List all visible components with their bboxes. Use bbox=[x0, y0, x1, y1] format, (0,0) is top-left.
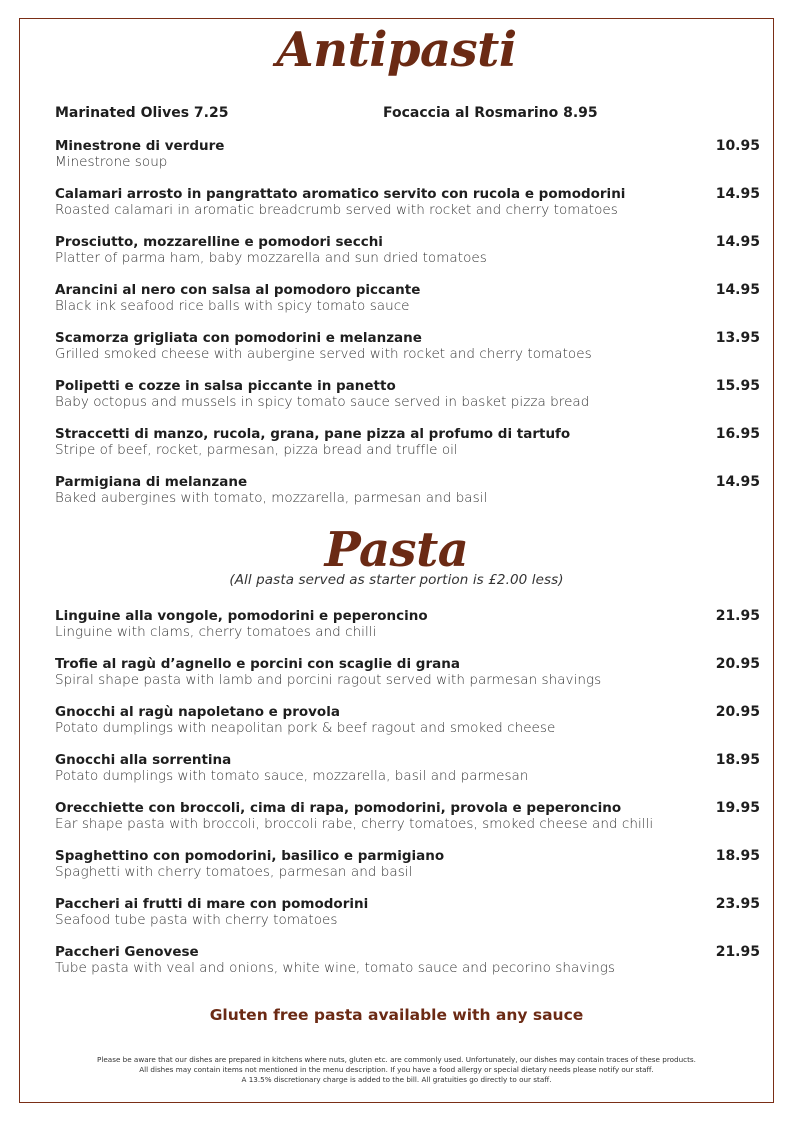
menu-item bbox=[55, 608, 760, 656]
item-description: Grilled smoked cheese with aubergine served with rocket and cherry tomatoes bbox=[55, 346, 592, 362]
item-price: 18.95 bbox=[715, 848, 760, 864]
item-description: Potato dumplings with neapolitan pork & beef ragout and smoked cheese bbox=[55, 720, 556, 736]
item-description: Spiral shape pasta with lamb and porcini ragout served with parmesan shavings bbox=[55, 672, 602, 688]
item-name: Gnocchi al ragù napoletano e provola bbox=[55, 704, 340, 720]
menu-item bbox=[55, 704, 760, 752]
item-price: 14.95 bbox=[715, 474, 760, 490]
item-price: 14.95 bbox=[715, 186, 760, 202]
pasta-title: Pasta bbox=[324, 522, 469, 578]
item-name: Prosciutto, mozzarelline e pomodori secchi bbox=[55, 234, 383, 250]
item-price: 16.95 bbox=[715, 426, 760, 442]
item-name: Parmigiana di melanzane bbox=[55, 474, 248, 490]
item-name: Paccheri ai frutti di mare con pomodorini bbox=[55, 896, 369, 912]
menu-item bbox=[55, 378, 760, 426]
menu-item bbox=[55, 186, 760, 234]
item-price: 18.95 bbox=[715, 752, 760, 768]
disclaimer-line: A 13.5% discretionary charge is added to the bill. All gratuities go directly to our staff. bbox=[241, 1075, 552, 1084]
item-name: Gnocchi alla sorrentina bbox=[55, 752, 232, 768]
item-name: Paccheri Genovese bbox=[55, 944, 199, 960]
item-description: Minestrone soup bbox=[55, 154, 168, 170]
disclaimer bbox=[0, 1055, 793, 1085]
item-price: 14.95 bbox=[715, 282, 760, 298]
gluten-free-note: Gluten free pasta available with any sauce bbox=[209, 1006, 584, 1024]
item-name: Calamari arrosto in pangrattato aromatico servito con rucola e pomodorini bbox=[55, 186, 626, 202]
menu-item bbox=[55, 800, 760, 848]
pasta-subtitle: (All pasta served as starter portion is £2.00 less) bbox=[229, 572, 564, 588]
item-description: Linguine with clams, cherry tomatoes and chilli bbox=[55, 624, 377, 640]
item-price: 19.95 bbox=[715, 800, 760, 816]
menu-item bbox=[55, 896, 760, 944]
extra-item: Marinated Olives 7.25 bbox=[55, 105, 229, 121]
item-price: 13.95 bbox=[715, 330, 760, 346]
antipasti-extras bbox=[55, 105, 755, 125]
extra-item: Focaccia al Rosmarino 8.95 bbox=[383, 105, 598, 121]
menu-item bbox=[55, 752, 760, 800]
item-description: Ear shape pasta with broccoli, broccoli rabe, cherry tomatoes, smoked cheese and chilli bbox=[55, 816, 654, 832]
item-name: Orecchiette con broccoli, cima di rapa, pomodorini, provola e peperoncino bbox=[55, 800, 622, 816]
menu-item bbox=[55, 656, 760, 704]
item-price: 23.95 bbox=[715, 896, 760, 912]
item-name: Polipetti e cozze in salsa piccante in panetto bbox=[55, 378, 396, 394]
item-name: Minestrone di verdure bbox=[55, 138, 225, 154]
item-description: Baby octopus and mussels in spicy tomato sauce served in basket pizza bread bbox=[55, 394, 590, 410]
pasta-list bbox=[55, 608, 760, 992]
item-price: 10.95 bbox=[715, 138, 760, 154]
item-price: 15.95 bbox=[715, 378, 760, 394]
item-price: 14.95 bbox=[715, 234, 760, 250]
menu-item bbox=[55, 282, 760, 330]
item-description: Stripe of beef, rocket, parmesan, pizza bread and truffle oil bbox=[55, 442, 458, 458]
item-name: Linguine alla vongole, pomodorini e peperoncino bbox=[55, 608, 428, 624]
item-price: 20.95 bbox=[715, 704, 760, 720]
disclaimer-line: Please be aware that our dishes are prepared in kitchens where nuts, gluten etc. are commonly used. Unfortunately, our dishes may contain traces of these products. bbox=[97, 1055, 696, 1064]
menu-item bbox=[55, 426, 760, 474]
menu-item bbox=[55, 138, 760, 186]
item-price: 20.95 bbox=[715, 656, 760, 672]
item-price: 21.95 bbox=[715, 944, 760, 960]
item-description: Roasted calamari in aromatic breadcrumb served with rocket and cherry tomatoes bbox=[55, 202, 618, 218]
menu-item bbox=[55, 944, 760, 992]
item-description: Platter of parma ham, baby mozzarella and sun dried tomatoes bbox=[55, 250, 487, 266]
item-name: Spaghettino con pomodorini, basilico e parmigiano bbox=[55, 848, 445, 864]
menu-item bbox=[55, 234, 760, 282]
item-price: 21.95 bbox=[715, 608, 760, 624]
item-name: Straccetti di manzo, rucola, grana, pane pizza al profumo di tartufo bbox=[55, 426, 571, 442]
item-description: Baked aubergines with tomato, mozzarella, parmesan and basil bbox=[55, 490, 488, 506]
disclaimer-line: All dishes may contain items not mentioned in the menu description. If you have a food allergy or special dietary needs please notify our staff. bbox=[139, 1065, 654, 1074]
menu-item bbox=[55, 330, 760, 378]
antipasti-list bbox=[55, 138, 760, 522]
item-description: Seafood tube pasta with cherry tomatoes bbox=[55, 912, 338, 928]
item-name: Trofie al ragù d’agnello e porcini con scaglie di grana bbox=[55, 656, 460, 672]
item-description: Spaghetti with cherry tomatoes, parmesan and basil bbox=[55, 864, 413, 880]
menu-item bbox=[55, 848, 760, 896]
antipasti-title: Antipasti bbox=[276, 22, 517, 78]
item-description: Tube pasta with veal and onions, white wine, tomato sauce and pecorino shavings bbox=[55, 960, 615, 976]
item-description: Black ink seafood rice balls with spicy tomato sauce bbox=[55, 298, 410, 314]
item-description: Potato dumplings with tomato sauce, mozzarella, basil and parmesan bbox=[55, 768, 529, 784]
menu-item bbox=[55, 474, 760, 522]
item-name: Scamorza grigliata con pomodorini e melanzane bbox=[55, 330, 422, 346]
item-name: Arancini al nero con salsa al pomodoro piccante bbox=[55, 282, 421, 298]
